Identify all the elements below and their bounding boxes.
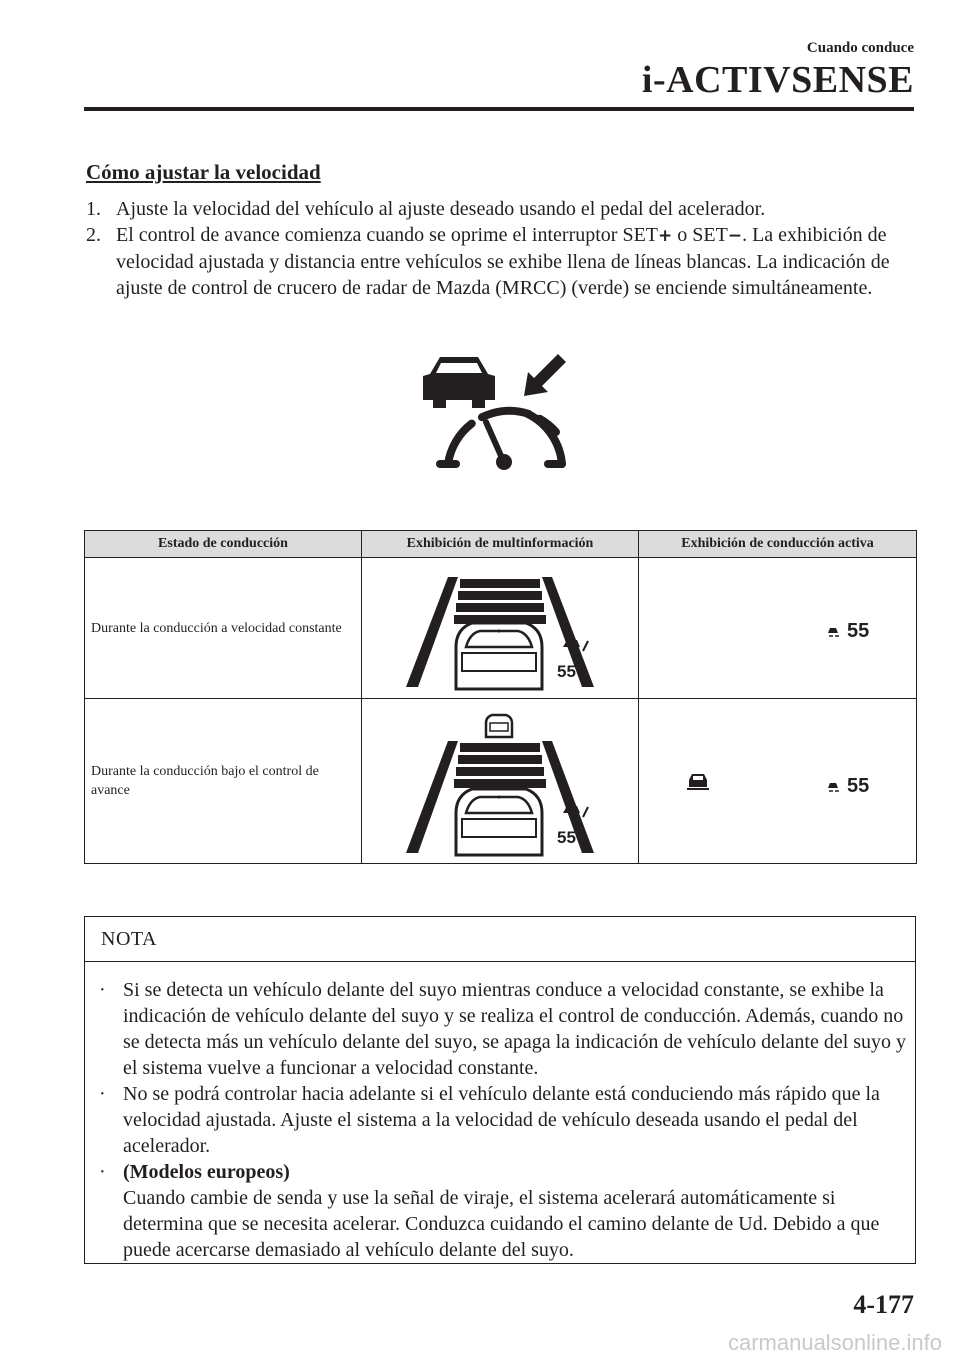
multi-info-display-icon [400,563,600,693]
step-item [86,222,896,301]
header-rule [84,107,914,111]
active-display-cell [639,699,917,864]
note-item [99,1159,907,1263]
vehicle-distance-icon [827,625,841,639]
step-number: 2. [86,224,101,246]
column-header: Exhibición de multinformación [362,531,639,558]
bullet-icon: · [99,1083,106,1105]
set-speed-value: 55 [847,775,870,797]
bullet-icon: · [99,1161,106,1183]
note-item [99,977,907,1081]
state-cell: Durante la conducción a velocidad constante [85,558,362,699]
step-text: El control de avance comienza cuando se oprime el interruptor SET+ o SET−. La exhibición de velocidad ajustada y distancia entre vehículos se exhibe llena de líneas blancas. La indicación de ajuste de control de crucero de radar de Mazda (MRCC) (verde) se enciende simultáneamente. [116,224,890,299]
bullet-icon: · [99,979,106,1001]
note-title: NOTA [85,917,915,962]
step-text: Ajuste la velocidad del vehículo al ajuste deseado usando el pedal del acelerador. [116,198,766,220]
plus-symbol: + [658,226,673,246]
step-list [86,196,896,301]
vehicle-ahead-icon [486,715,512,737]
note-text: Si se detecta un vehículo delante del suyo mientras conduce a velocidad constante, se exhibe la indicación de vehículo delante del suyo y se realiza el control de conducción. Además, cuando no se detecta más un vehículo delante del suyo, se apaga la indicación de vehículo delante del suyo y el sistema vuelve a funcionar a velocidad constante. [123,979,907,1079]
driving-state-table [84,530,917,864]
step-number: 1. [86,198,101,220]
own-car-icon [456,623,542,689]
header-section-label: Cuando conduce [806,40,914,56]
table-row [85,558,917,699]
own-car-icon [456,789,542,855]
multi-info-cell [362,699,639,864]
mrcc-set-indicator-icon [420,352,570,477]
arrow-icon [524,354,566,396]
vehicle-ahead-icon [687,771,709,791]
table-row [85,699,917,864]
active-display-cell [639,558,917,699]
note-text: Cuando cambie de senda y use la señal de viraje, el sistema acelerará automáticamente si determina que se necesita acelerar. Conduzca cuidando el camino delante de Ud. Debido a que puede acercarse demasiado al vehículo delante del suyo. [123,1187,880,1261]
column-header: Estado de conducción [85,531,362,558]
note-text: No se podrá controlar hacia adelante si el vehículo delante está conduciendo más rápido que la velocidad ajustada. Ajuste el sistema a la velocidad de vehículo deseada usando el pedal del acelerador. [123,1083,880,1157]
watermark: carmanualsonline.info [727,1330,942,1355]
multi-info-display-icon [400,703,600,859]
page-number: 4-177 [853,1290,914,1319]
header-title: i-ACTIVSENSE [641,59,914,101]
section-title: Cómo ajustar la velocidad [86,160,321,184]
multi-info-cell [362,558,639,699]
minus-symbol: − [727,226,743,246]
table-header-row [85,531,917,558]
note-subheading: (Modelos europeos) [123,1161,290,1183]
distance-bars [454,743,546,788]
note-item [99,1081,907,1159]
set-speed-value: 55 [847,620,870,642]
column-header: Exhibición de conducción activa [639,531,917,558]
set-speed-value: 55 [557,828,576,847]
vehicle-distance-icon [827,780,841,794]
state-cell: Durante la conducción bajo el control de avance [85,699,362,864]
distance-bars [454,579,546,624]
car-icon [423,357,495,408]
step-item [86,196,896,222]
set-speed-value: 55 [557,662,576,681]
gauge-icon [440,411,562,470]
note-box [84,916,916,1264]
note-list [85,962,915,1263]
